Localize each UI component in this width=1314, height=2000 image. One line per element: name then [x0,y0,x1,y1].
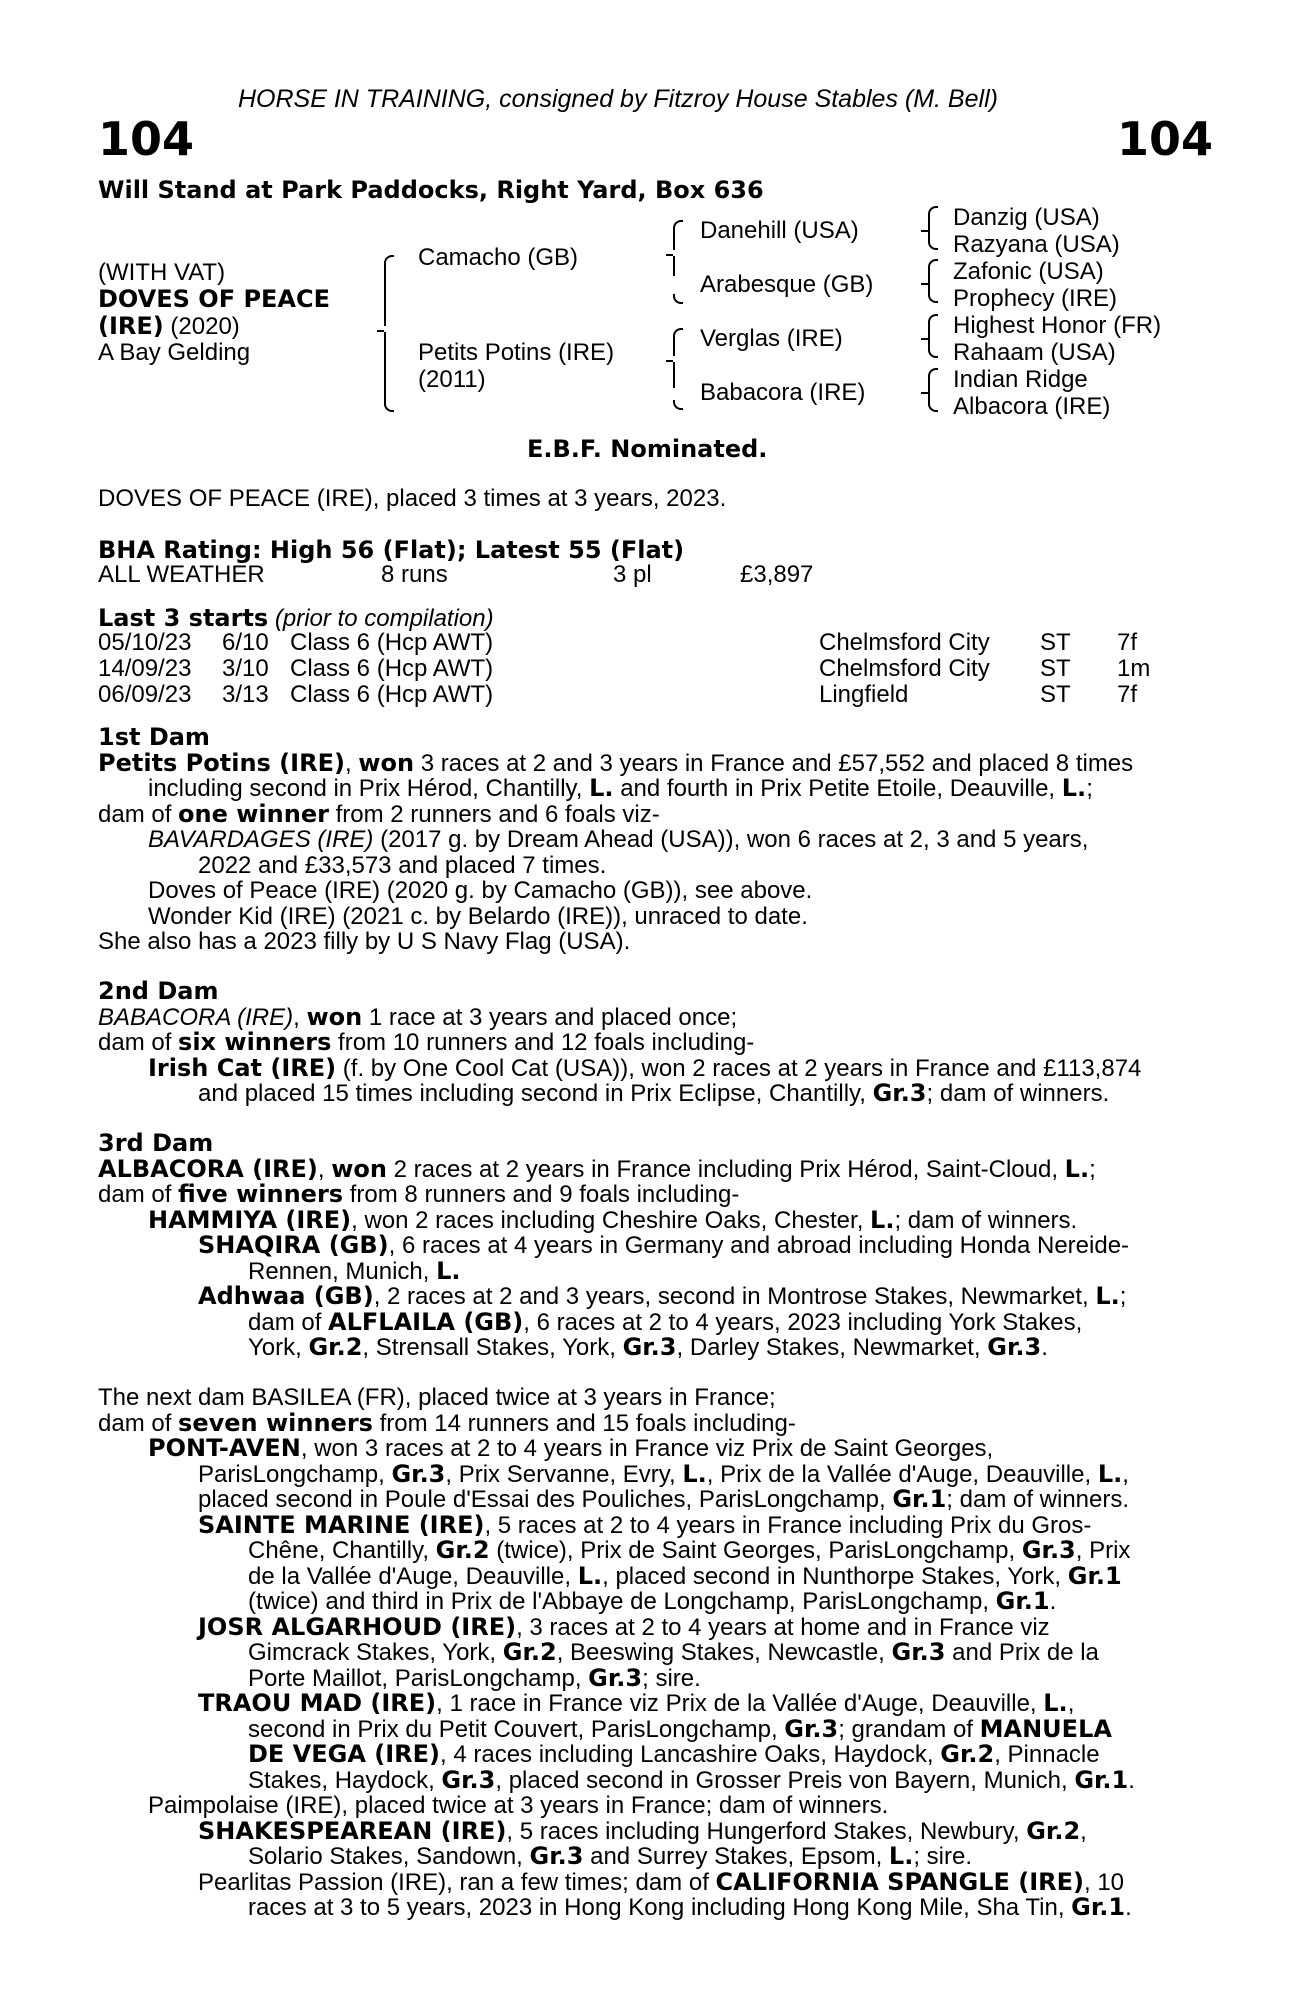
progeny-name: TRAOU MAD (IRE) [198,1689,437,1717]
second-dam-line [98,1053,1206,1082]
text: . [1128,1766,1135,1794]
grade-label: L. [1061,774,1087,802]
text: de la Vallée d'Auge, Deauville, [248,1562,578,1590]
next-dam-line [98,1436,1206,1462]
text: from 14 runners and 15 foals including- [372,1409,796,1437]
text: dam of [98,1029,179,1056]
text: , 2 races at 2 and 3 years, second in Montrose Stakes, Newmarket, [373,1283,1096,1310]
pedigree-g1: Danzig (USA) [953,204,1100,231]
text: , Pinnacle [994,1741,1100,1768]
second-dam-heading: 2nd Dam [98,977,219,1005]
text: , Darley Stakes, Newmarket, [676,1334,988,1361]
text: ; sire. [642,1664,701,1692]
start-position: 6/10 [222,629,269,656]
progeny-name: PONT-AVEN [148,1434,301,1462]
winners-label: six winners [178,1028,332,1056]
grade-label: Gr.3 [588,1663,643,1692]
horse-description: A Bay Gelding [98,339,251,366]
record-placed: 3 pl [613,561,652,588]
grade-label: Gr.1 [995,1587,1050,1615]
start-distance: 1m [1117,655,1151,682]
text: (f. by One Cool Cat (USA)), won 2 races at 2 years in France and £113,874 [336,1054,1142,1082]
next-dam-line: Paimpolaise (IRE), placed twice at 3 years in France; dam of winners. [148,1792,889,1819]
progeny-name: SAINTE MARINE (IRE) [198,1510,485,1539]
text: 3 races at 2 and 3 years in France and £57,552 and placed 8 times [414,749,1134,777]
next-dam-line [98,1640,1206,1666]
record-earnings: £3,897 [740,561,814,588]
text: Porte Maillot, ParisLongchamp, [248,1664,589,1692]
grade-label: Gr.2 [502,1638,557,1666]
text: , placed second in Grosser Preis von Bayern, Munich, [495,1766,1075,1794]
grade-label: Gr.3 [987,1333,1042,1361]
progeny-name: CALIFORNIA SPANGLE (IRE) [715,1867,1084,1896]
grade-label: L. [682,1459,707,1488]
third-dam-line [98,1284,1206,1310]
second-dam-line [98,1002,1206,1031]
grade-label: Gr.1 [892,1485,947,1513]
start-course: Chelmsford City [819,655,990,682]
won-label: won [306,1002,363,1031]
text: Rennen, Munich, [248,1257,437,1285]
text: Pearlitas Passion (IRE), ran a few times; dam of [198,1868,716,1896]
next-dam-line [98,1867,1206,1896]
grade-label: L. [1097,1459,1123,1488]
text: , [344,749,359,777]
text: and fourth in Prix Petite Etoile, Deauville, [613,775,1062,802]
progeny-name: SHAKESPEAREAN (IRE) [198,1816,507,1845]
progeny-name: SHAQIRA (GB) [198,1231,389,1259]
lot-number-left: 104 [98,112,195,166]
text: , Strensall Stakes, York, [362,1334,623,1361]
third-dam-line [98,1182,1206,1208]
text: , won 2 races including Cheshire Oaks, Chester, [351,1206,871,1234]
grade-label: L. [1095,1282,1120,1310]
next-dam-line [98,1765,1206,1794]
next-dam-line [98,1612,1206,1641]
pedigree-sire-dam: Arabesque (GB) [700,271,874,298]
second-dam-section [98,979,1206,1107]
text: , Prix de la Vallée d'Auge, Deauville, [706,1460,1098,1488]
text: dam of [98,1409,179,1437]
first-dam-line: Doves of Peace (IRE) (2020 g. by Camacho (GB)), see above. [148,877,813,904]
text: , 4 races including Lancashire Oaks, Haydock, [440,1741,941,1768]
winners-label: five winners [178,1180,344,1208]
next-dam-line [98,1816,1206,1845]
text: from 10 runners and 12 foals including- [331,1029,755,1056]
progeny-name: DE VEGA (IRE) [248,1740,441,1768]
last-starts-note: (prior to compilation) [268,605,494,632]
grade-label: Gr.1 [1067,1561,1122,1590]
grade-label: Gr.3 [1021,1536,1076,1564]
text: , Prix [1075,1537,1131,1564]
next-dam-line [98,1459,1206,1488]
progeny-name: ALFLAILA (GB) [328,1307,524,1336]
pedigree-g3: Zafonic (USA) [953,258,1104,285]
bha-rating: BHA Rating: High 56 (Flat); Latest 55 (Flat) [98,536,685,564]
grade-label: L. [577,1561,603,1590]
third-dam-line [98,1307,1206,1336]
text: , placed second in Nunthorpe Stakes, York, [602,1562,1068,1590]
pedigree-dam-sire: Verglas (IRE) [700,325,843,352]
text: Chêne, Chantilly, [248,1537,436,1564]
header-title: HORSE IN TRAINING, consigned by Fitzroy House Stables (M. Bell) [238,85,998,113]
grade-label: Gr.2 [435,1536,490,1564]
text: , Prix Servanne, Evry, [445,1460,683,1488]
text: . [1041,1334,1048,1361]
text: dam of [248,1308,329,1336]
ebf-nominated: E.B.F. Nominated. [527,435,768,463]
text: placed second in Poule d'Essai des Pouliches, ParisLongchamp, [198,1486,893,1513]
start-class: Class 6 (Hcp AWT) [290,655,494,682]
grade-label: Gr.3 [529,1842,584,1870]
text: . [1049,1588,1057,1615]
next-dam-line [98,1844,1206,1870]
start-distance: 7f [1117,629,1138,656]
horse-year: (2020) [163,313,240,340]
start-date: 05/10/23 [98,629,192,656]
grade-label: Gr.1 [1071,1893,1126,1921]
text: and Surrey Stakes, Epsom, [583,1843,889,1870]
start-class: Class 6 (Hcp AWT) [290,681,494,708]
pedigree-g7: Indian Ridge [953,366,1088,393]
start-distance: 7f [1117,681,1138,708]
text: , 6 races at 4 years in Germany and abroad including Honda Nereide- [388,1232,1130,1259]
text: including second in Prix Hérod, Chantilly, [148,775,590,802]
third-dam-line [98,1205,1206,1234]
text: dam of [98,1181,179,1208]
stand-location: Will Stand at Park Paddocks, Right Yard, Box 636 [98,176,764,204]
progeny-name: Irish Cat (IRE) [148,1053,337,1082]
next-dam-line [98,1408,1206,1437]
text: ParisLongchamp, [198,1460,392,1488]
record-surface: ALL WEATHER [98,561,265,588]
start-going: ST [1040,655,1071,682]
text: ; [1119,1283,1127,1310]
text: (twice) and third in Prix de l'Abbaye de Longchamp, ParisLongchamp, [248,1588,996,1615]
pedigree-dam: Petits Potins (IRE) [418,339,615,366]
text: ; dam of winners. [926,1080,1110,1107]
second-dam-line [98,1081,1206,1107]
text: , [1122,1460,1129,1488]
next-dam-line [98,1714,1206,1743]
text: , 10 [1083,1868,1125,1896]
third-dam-name: ALBACORA (IRE) [98,1154,318,1183]
text: Stakes, Haydock, [248,1766,442,1794]
first-dam-section [98,725,1206,955]
text: , 5 races at 2 to 4 years in France including Prix du Gros- [484,1511,1092,1539]
text: ; grandam of [838,1715,980,1743]
grade-label: L. [589,774,614,802]
text: Solario Stakes, Sandown, [248,1843,530,1870]
text: (twice), Prix de Saint Georges, ParisLongchamp, [489,1537,1022,1564]
next-dam-line [98,1487,1206,1513]
progeny-name: MANUELA [979,1714,1112,1743]
grade-label: L. [870,1205,895,1234]
grade-label: Gr.3 [391,1459,446,1488]
pedigree-g8: Albacora (IRE) [953,393,1111,420]
pedigree-g6: Rahaam (USA) [953,339,1116,366]
next-dam-line [98,1895,1206,1921]
pedigree-sire-sire: Danehill (USA) [700,217,859,244]
pedigree-dam-year: (2011) [418,366,486,393]
last-starts-heading [98,605,494,632]
text: , [293,1003,307,1031]
next-dam-line [98,1663,1206,1692]
pedigree-g4: Prophecy (IRE) [953,285,1118,312]
text: (2017 g. by Dream Ahead (USA)), won 6 races at 2, 3 and 5 years, [373,826,1089,853]
text: races at 3 to 5 years, 2023 in Hong Kong including Hong Kong Mile, Sha Tin, [248,1894,1072,1921]
next-dam-line [98,1538,1206,1564]
grade-label: Gr.3 [622,1333,677,1361]
pedigree-dam-dam: Babacora (IRE) [700,379,866,406]
second-dam-line [98,1030,1206,1056]
first-dam-line [98,748,1206,777]
second-dam-name: BABACORA (IRE) [98,1003,294,1031]
first-dam-line: 2022 and £33,573 and placed 7 times. [198,851,607,879]
winners-label: one winner [178,799,329,828]
start-course: Chelmsford City [819,629,990,656]
text: , [1067,1690,1075,1717]
text: , [317,1155,332,1183]
grade-label: Gr.3 [872,1079,927,1107]
won-label: won [331,1154,387,1183]
start-position: 3/10 [222,655,269,682]
start-course: Lingfield [819,681,909,708]
progeny-name: Adhwaa (GB) [198,1282,374,1310]
first-dam-line [98,776,1206,802]
vat-note: (WITH VAT) [98,259,226,286]
grade-label: L. [436,1256,461,1285]
next-dam-section [98,1385,1206,1921]
text: , [1080,1817,1087,1845]
text: and placed 15 times including second in Prix Eclipse, Chantilly, [198,1080,873,1107]
first-dam-heading: 1st Dam [98,723,210,751]
horse-name-suffix [98,313,240,340]
text: . [1125,1894,1132,1921]
first-dam-line [98,827,1206,853]
pedigree-g2: Razyana (USA) [953,231,1120,258]
start-date: 14/09/23 [98,655,192,682]
text: ; [1086,775,1093,802]
grade-label: L. [1043,1689,1068,1717]
start-going: ST [1040,681,1071,708]
grade-label: Gr.2 [1026,1816,1081,1845]
horse-country: (IRE) [98,312,164,340]
winners-label: seven winners [178,1408,373,1437]
first-dam-line: Wonder Kid (IRE) (2021 c. by Belardo (IRE)), unraced to date. [148,902,808,930]
next-dam-line [98,1589,1206,1615]
start-class: Class 6 (Hcp AWT) [290,629,494,656]
next-dam-line: The next dam BASILEA (FR), placed twice at 3 years in France; [98,1384,776,1411]
text: , Beeswing Stakes, Newcastle, [556,1639,892,1666]
text: 2 races at 2 years in France including Prix Hérod, Saint-Cloud, [387,1155,1065,1183]
text: Gimcrack Stakes, York, [248,1639,503,1666]
last-starts-title: Last 3 starts [98,604,269,632]
record-runs: 8 runs [381,561,448,588]
grade-label: Gr.2 [940,1740,995,1768]
first-dam-line [98,799,1206,828]
text: ; dam of winners. [946,1486,1130,1513]
lot-number-right: 104 [1117,112,1214,166]
text: ; dam of winners. [894,1206,1078,1234]
next-dam-line [98,1691,1206,1717]
text: and Prix de la [945,1639,1099,1666]
text: , 3 races at 2 to 4 years at home and in France viz [516,1613,1050,1641]
next-dam-line [98,1742,1206,1768]
text: , won 3 races at 2 to 4 years in France viz Prix de Saint Georges, [300,1435,994,1462]
start-going: ST [1040,629,1071,656]
grade-label: Gr.2 [308,1333,363,1361]
third-dam-section [98,1131,1206,1361]
grade-label: Gr.1 [1074,1765,1129,1794]
grade-label: L. [1064,1154,1090,1183]
next-dam-line [98,1561,1206,1590]
first-dam-name: Petits Potins (IRE) [98,748,345,777]
grade-label: L. [888,1842,914,1870]
third-dam-line [98,1154,1206,1183]
text: ; sire. [913,1843,973,1870]
progeny-name: BAVARDAGES (IRE) [148,826,374,853]
text: 1 race at 3 years and placed once; [362,1003,738,1031]
pedigree-g5: Highest Honor (FR) [953,312,1162,339]
text: ; [1089,1155,1096,1183]
grade-label: Gr.3 [891,1638,946,1666]
pedigree-sire: Camacho (GB) [418,244,579,271]
won-label: won [358,748,415,777]
progeny-name: HAMMIYA (IRE) [148,1205,352,1234]
text: , 6 races at 2 to 4 years, 2023 including York Stakes, [523,1308,1083,1336]
text: from 2 runners and 6 foals viz- [328,800,660,828]
third-dam-line [98,1233,1206,1259]
race-summary: DOVES OF PEACE (IRE), placed 3 times at 3 years, 2023. [98,485,727,512]
text: , 5 races including Hungerford Stakes, Newbury, [506,1817,1027,1845]
start-position: 3/13 [222,681,269,708]
progeny-name: JOSR ALGARHOUD (IRE) [198,1612,517,1641]
text: second in Prix du Petit Couvert, ParisLongchamp, [248,1715,785,1743]
third-dam-line [98,1256,1206,1285]
third-dam-heading: 3rd Dam [98,1129,214,1157]
text: dam of [98,800,179,828]
third-dam-line [98,1335,1206,1361]
next-dam-line [98,1510,1206,1539]
horse-name: DOVES OF PEACE [98,285,331,313]
text: York, [248,1334,309,1361]
text: from 8 runners and 9 foals including- [343,1181,740,1208]
grade-label: Gr.3 [784,1714,839,1743]
grade-label: Gr.3 [441,1765,496,1794]
text: , 1 race in France viz Prix de la Vallée d'Auge, Deauville, [436,1690,1044,1717]
start-date: 06/09/23 [98,681,192,708]
first-dam-line: She also has a 2023 filly by U S Navy Flag (USA). [98,928,631,955]
